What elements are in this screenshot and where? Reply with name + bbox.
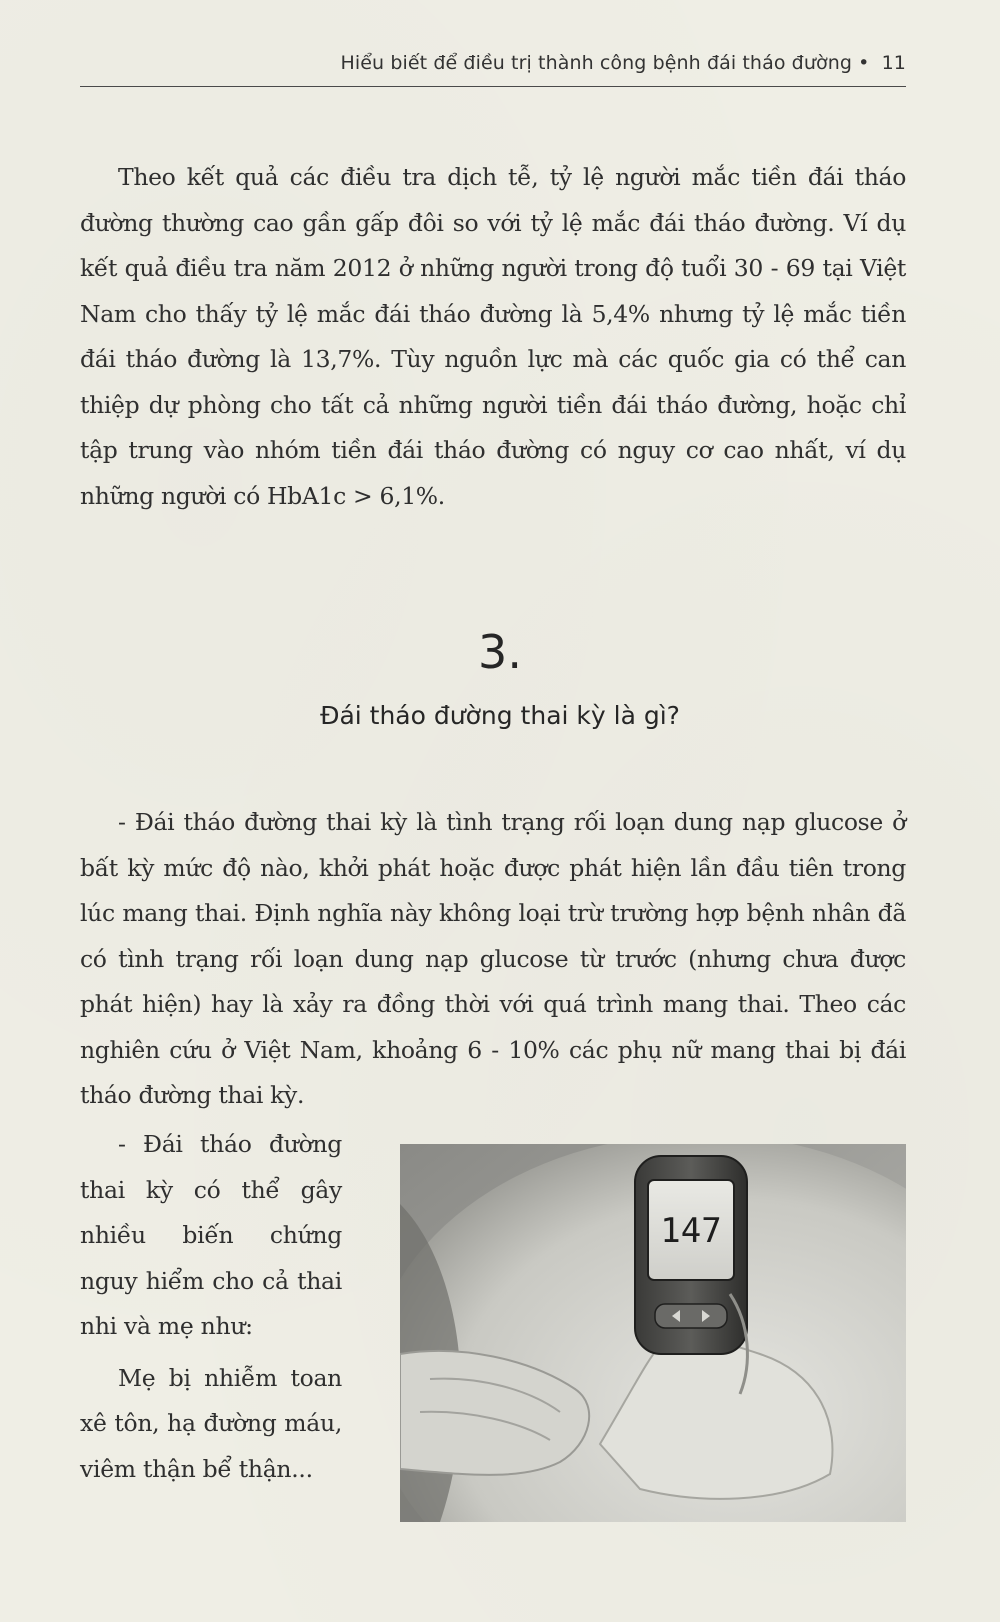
photo-illustration — [400, 1144, 906, 1522]
section-number: 3. — [478, 625, 522, 679]
running-header — [80, 52, 906, 87]
complications-column — [80, 1122, 342, 1492]
mother-complications-paragraph: Mẹ bị nhiễm toan xê tôn, hạ đường máu, viêm thận bể thận... — [80, 1363, 342, 1483]
definition-paragraph: - Đái tháo đường thai kỳ là tình trạng rối loạn dung nạp glucose ở bất kỳ mức độ nào, khởi phát hoặc được phát hiện lần đầu tiên trong lúc mang thai. Định nghĩa này không loại trừ trường hợp bệnh nhân đã có tình trạng rối loạn dung nạp glucose từ trước (nhưng chưa được phát hiện) hay là xảy ra đồng thời với quá trình mang thai. Theo các nghiên cứu ở Việt Nam, khoảng 6 - 10% các phụ nữ mang thai bị đái tháo đường thai kỳ. — [80, 808, 906, 1109]
intro-paragraph: Theo kết quả các điều tra dịch tễ, tỷ lệ người mắc tiền đái tháo đường thường cao gần gấp đôi so với tỷ lệ mắc đái tháo đường. Ví dụ kết quả điều tra năm 2012 ở những người trong độ tuổi 30 - 69 tại Việt Nam cho thấy tỷ lệ mắc đái tháo đường là 5,4% nhưng tỷ lệ mắc tiền đái tháo đường là 13,7%. Tùy nguồn lực mà các quốc gia có thể can thiệp dự phòng cho tất cả những người tiền đái tháo đường, hoặc chỉ tập trung vào nhóm tiền đái tháo đường có nguy cơ cao nhất, ví dụ những người có HbA1c > 6,1%. — [80, 163, 906, 510]
complications-paragraph: - Đái tháo đường thai kỳ có thể gây nhiều biến chứng nguy hiểm cho cả thai nhi và mẹ như: — [80, 1130, 342, 1340]
pregnant-belly-glucose-meter-photo — [400, 1144, 906, 1522]
meter-buttons — [655, 1304, 727, 1328]
section-title: Đái tháo đường thai kỳ là gì? — [320, 701, 680, 730]
page-number: 11 — [881, 52, 906, 74]
meter-reading: 147 — [660, 1211, 722, 1251]
running-title: Hiểu biết để điều trị thành công bệnh đái tháo đường • — [340, 52, 870, 74]
